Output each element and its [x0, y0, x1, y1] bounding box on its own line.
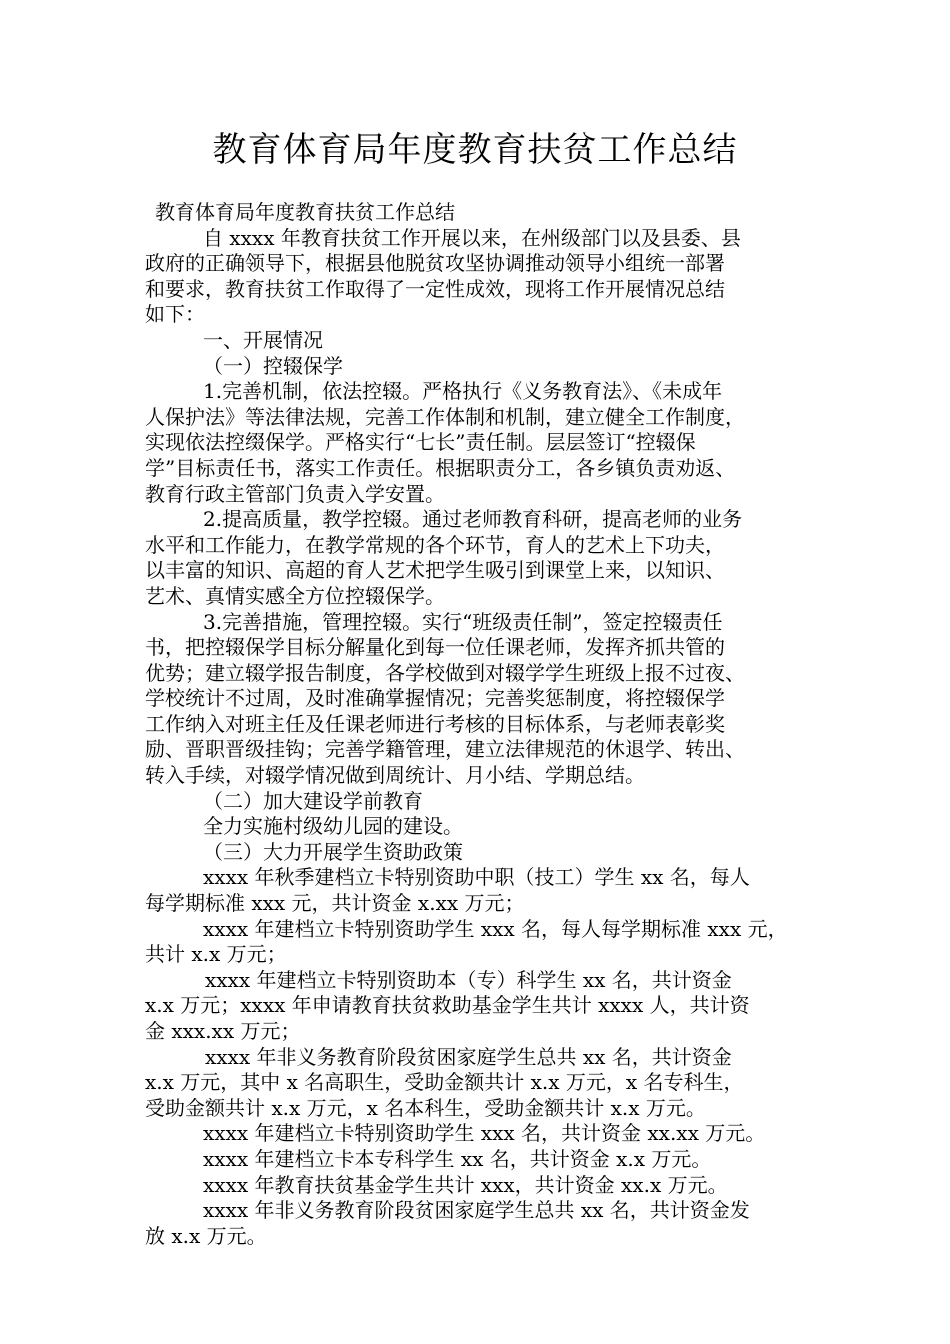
body-line: （一）控辍保学 — [203, 353, 343, 378]
body-line: 水平和工作能力，在教学常规的各个环节，育人的艺术上下功夫， — [145, 532, 725, 557]
document-title: 教育体育局年度教育扶贫工作总结 — [212, 130, 738, 170]
body-line: xxxx 年非义务教育阶段贫困家庭学生总共 xx 名，共计资金发 — [203, 1198, 750, 1223]
body-line: 和要求，教育扶贫工作取得了一定性成效，现将工作开展情况总结 — [145, 276, 725, 301]
body-line: 金 xxx.xx 万元； — [145, 1019, 301, 1043]
body-line: 学校统计不过周，及时准确掌握情况；完善奖惩制度，将控辍保学 — [145, 686, 725, 711]
body-line: 教育体育局年度教育扶贫工作总结 — [155, 200, 455, 224]
body-line: 一、开展情况 — [203, 327, 323, 352]
body-line: 共计 x.x 万元； — [145, 942, 287, 967]
body-line: 优势；建立辍学报告制度，各学校做到对辍学学生班级上报不过夜、 — [145, 660, 745, 685]
body-line: 放 x.x 万元。 — [145, 1223, 267, 1248]
body-line: 1.完善机制，依法控辍。严格执行《义务教育法》、《未成年 — [203, 379, 723, 404]
body-line: xxxx 年秋季建档立卡特别资助中职（技工）学生 xx 名，每人 — [203, 865, 750, 890]
body-line: （二）加大建设学前教育 — [203, 788, 423, 813]
body-line: 教育行政主管部门负责入学安置。 — [145, 481, 445, 506]
body-line: 学”目标责任书，落实工作责任。根据职责分工，各乡镇负责劝返、 — [145, 455, 736, 480]
body-line: 实现依法控缀保学。严格实行“七长”责任制。层层签订“控辍保 — [145, 430, 696, 455]
body-line: x.x 万元；xxxx 年申请教育扶贫救助基金学生共计 xxxx 人，共计资 — [145, 993, 750, 1018]
body-line: xxxx 年建档立卡本专科学生 xx 名，共计资金 x.x 万元。 — [203, 1146, 712, 1171]
body-line: 政府的正确领导下，根据县他脱贫攻坚协调推动领导小组统一部署 — [145, 251, 725, 276]
body-line: 2.提高质量，教学控辍。通过老师教育科研，提高老师的业务 — [203, 507, 743, 532]
body-line: 书，把控辍保学目标分解量化到每一位任课老师，发挥齐抓共管的 — [145, 635, 725, 660]
body-line: x.x 万元，其中 x 名高职生，受助金额共计 x.x 万元，x 名专科生， — [145, 1070, 744, 1095]
body-line: xxxx 年非义务教育阶段贫困家庭学生总共 xx 名，共计资金 — [205, 1044, 732, 1069]
body-line: 工作纳入对班主任及任课老师进行考核的目标体系，与老师表彰奖 — [145, 711, 725, 736]
body-line: 全力实施村级幼儿园的建设。 — [203, 814, 463, 839]
body-line: 如下： — [145, 302, 205, 327]
body-line: 转入手续，对辍学情况做到周统计、月小结、学期总结。 — [145, 763, 645, 788]
body-line: （三）大力开展学生资助政策 — [203, 839, 463, 864]
body-line: xxxx 年建档立卡特别资助学生 xxx 名，每人每学期标准 xxx 元， — [203, 916, 788, 941]
body-line: 以丰富的知识、高超的育人艺术把学生吸引到课堂上来，以知识、 — [145, 558, 725, 583]
body-line: 自 xxxx 年教育扶贫工作开展以来，在州级部门以及县委、县 — [203, 225, 741, 250]
body-line: 3.完善措施，管理控辍。实行“班级责任制”，签定控辍责任 — [203, 609, 723, 634]
body-line: xxxx 年建档立卡特别资助本（专）科学生 xx 名，共计资金 — [205, 967, 732, 992]
body-line: 艺术、真情实感全方位控辍保学。 — [145, 583, 445, 608]
body-line: 励、晋职晋级挂钩；完善学籍管理，建立法律规范的休退学、转出、 — [145, 737, 745, 762]
body-line: xxxx 年教育扶贫基金学生共计 xxx，共计资金 xx.x 万元。 — [203, 1172, 728, 1197]
body-line: xxxx 年建档立卡特别资助学生 xxx 名，共计资金 xx.xx 万元。 — [203, 1121, 766, 1146]
body-line: 每学期标准 xxx 元，共计资金 x.xx 万元； — [145, 891, 525, 916]
body-line: 受助金额共计 x.x 万元，x 名本科生，受助金额共计 x.x 万元。 — [145, 1095, 706, 1120]
document-body — [145, 200, 820, 1249]
body-line: 人保护法》等法律法规，完善工作体制和机制，建立健全工作制度， — [145, 404, 745, 429]
